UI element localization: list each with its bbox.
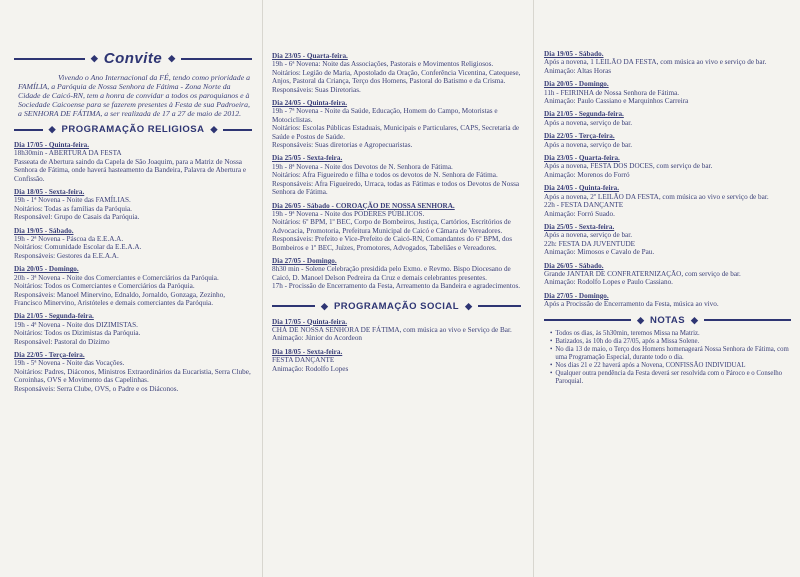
event-date: Dia 22/05 - Terça-feira. [14, 350, 85, 359]
event-date: Dia 27/05 - Domingo. [272, 256, 337, 265]
banner-rule [704, 319, 791, 321]
event-block [272, 202, 521, 252]
banner-rule [14, 58, 85, 60]
event-block [544, 154, 791, 179]
nota-text: Batizados, às 10h do dia 27/05, após a Missa Solene. [555, 337, 700, 345]
event-line: Responsáveis: Gestores da E.E.A.A. [14, 251, 119, 260]
column-right [540, 0, 795, 577]
event-block [544, 223, 791, 257]
banner-rule [181, 58, 252, 60]
event-line: 19h - 7ª Novena - Noite da Saúde, Educação, Homem do Campo, Motoristas e Motociclistas. [272, 107, 498, 124]
event-date: Dia 24/05 - Quinta-feira. [544, 184, 620, 193]
event-block [544, 80, 791, 105]
convite-title: Convite [103, 50, 163, 67]
event-date: Dia 22/05 - Terça-feira. [544, 132, 615, 141]
event-line: Responsável: Grupo de Casais da Paróquia. [14, 213, 140, 222]
event-line: Animação: Mimosos e Cavalo de Pau. [544, 248, 655, 257]
event-block [544, 262, 791, 287]
event-block [14, 351, 252, 393]
event-date: Dia 24/05 - Quinta-feira. [272, 99, 348, 108]
event-date: Dia 19/05 - Sábado. [544, 50, 604, 58]
notas-title: NOTAS [649, 314, 686, 326]
bullet-icon: • [550, 369, 553, 377]
event-block [272, 318, 521, 343]
diamond-icon: ◆ [691, 314, 698, 325]
column-left [0, 0, 262, 577]
event-line: 20h - 3ª Novena - Noite dos Comerciantes e Comerciários da Paróquia. [14, 273, 219, 282]
event-line: 19h - 6ª Novena: Noite das Associações, Pastorais e Movimentos Religiosos. [272, 60, 494, 69]
event-line: 19h - 1ª Novena - Noite das FAMÍLIAS. [14, 196, 131, 205]
event-block [544, 50, 791, 75]
event-line: Noitários: Todas as famílias da Paróquia. [14, 204, 132, 213]
event-line: 19h - 4ª Novena - Noite dos DIZIMISTAS. [14, 320, 138, 329]
event-line: Responsáveis: Suas Diretorias. [272, 85, 361, 94]
event-date: Dia 25/05 - Sexta-feira. [272, 154, 343, 163]
event-date: Dia 18/05 - Sexta-feira. [272, 347, 343, 356]
event-date: Dia 25/05 - Sexta-feira. [544, 222, 615, 231]
diamond-icon: ◆ [321, 300, 328, 311]
religiosa-banner [14, 124, 252, 135]
convite-text: Vivendo o Ano Internacional da FÉ, tendo como prioridade a FAMÍLIA, a Paróquia de Nossa Senhora de Fátima - Zona Norte da Cidade de Caicó-RN, tem a honra de convidar a todos os paroquianos e à Sociedade Caicoense para se fazerem presentes à Festa de sua Padroeira, a SENHORA DE FÁTIMA, a ser realizada de 17 a 27 de maio de 2012. [18, 73, 251, 118]
event-line: 22h: FESTA DA JUVENTUDE [544, 239, 636, 248]
nota-item [550, 330, 791, 338]
middle-events [272, 52, 521, 291]
event-line: Noitários: Comunidade Escolar da E.E.A.A. [14, 243, 142, 252]
event-line: Animação: Paulo Cassiano e Marquinhos Carreira [544, 97, 689, 106]
event-line: Noitários: Afra Figueiredo e filha e todos os devotos de N. Senhora de Fátima. [272, 171, 498, 180]
event-line: Noitários: Todos os Dizimistas da Paróquia. [14, 329, 141, 338]
nota-text: No dia 13 de maio, o Terço dos Homens homenageará Nossa Senhora de Fátima, com uma Programação Especial, durante todo o dia. [555, 345, 789, 361]
event-block [272, 257, 521, 291]
event-line: 19h - 2ª Novena - Páscoa da E.E.A.A. [14, 235, 124, 244]
event-block [544, 292, 791, 309]
religiosa-events [14, 141, 252, 393]
event-line: Noitários: Legião de Maria, Apostolado da Oração, Conferência Vicentina, Catequese, Anjos, Pastoral da Criança, Terço dos Homens, Pastoral do Batismo e da Crisma. [272, 68, 521, 86]
nota-item [550, 338, 791, 346]
event-block [544, 184, 791, 218]
diamond-icon: ◆ [210, 124, 218, 134]
event-block [544, 110, 791, 127]
event-line: Após a novena, 1 LEILÃO DA FESTA, com música ao vivo e serviço de bar. [544, 58, 767, 67]
nota-text: Nos dias 21 e 22 haverá após a Novena, CONFISSÃO INDIVIDUAL [555, 361, 746, 369]
event-date: Dia 17/05 - Quinta-feira. [14, 141, 90, 149]
event-line: FESTA DANÇANTE [272, 356, 335, 365]
event-line: Responsáveis: Serra Clube, OVS, o Padre e os Diáconos. [14, 384, 179, 393]
diamond-icon: ◆ [48, 124, 56, 134]
event-block [14, 312, 252, 346]
event-date: Dia 23/05 - Quarta-feira. [272, 52, 348, 60]
banner-rule [272, 305, 315, 307]
diamond-icon: ◆ [168, 53, 176, 63]
event-block [14, 227, 252, 261]
event-date: Dia 20/05 - Domingo. [544, 80, 609, 89]
event-line: Após a novena, FESTA DOS DOCES, com serviço de bar. [544, 162, 713, 171]
event-line: Responsáveis: Prefeito e Vice-Prefeito de Caicó-RN, Comandantes do 6º BPM, dos Bombeiros e 1º BEC, Juízes, Promotores, Advogados, Tabeliães e Vereadores. [272, 235, 513, 252]
nota-text: Todos os dias, às 5h30min, teremos Missa na Matriz. [555, 329, 700, 337]
religiosa-title: PROGRAMAÇÃO RELIGIOSA [61, 124, 205, 135]
event-line: 22h - FESTA DANÇANTE [544, 201, 624, 210]
event-line: 18h30min - ABERTURA DA FESTA [14, 149, 122, 158]
event-block [272, 348, 521, 373]
event-line: Após a novena, serviço de bar. [544, 118, 633, 127]
nota-item [550, 346, 791, 362]
event-line: 19h - 5ª Novena - Noite das Vocações. [14, 359, 125, 368]
event-line: Animação: Morenos do Forró [544, 170, 630, 179]
event-line: Noitários: 6º BPM, 1º BEC, Corpo de Bombeiros, Justiça, Cartórios, Escritórios de Advocacia, Promotoria, Prefeitura Municipal de Caicó e Câmara de Vereadores. [272, 218, 511, 235]
event-date: Dia 18/05 - Sexta-feira. [14, 188, 85, 197]
event-line: Passeata de Abertura saindo da Capela de São Joaquim, para a Matriz de Nossa Senhora de Fátima, onde haverá hasteamento da Bandeira, Palavra de Abertura e Confissão. [14, 157, 247, 183]
event-line: Grande JANTAR DE CONFRATERNIZAÇÃO, com serviço de bar. [544, 269, 741, 278]
event-line: 8h30 min - Solene Celebração presidida pelo Exmo. e Revmo. Bispo Diocesano de Caicó, D. Manoel Delson Pedreira da Cruz e demais celebrantes presentes. [272, 265, 511, 282]
event-line: Noitários: Todos os Comerciantes e Comerciários da Paróquia. [14, 282, 195, 291]
event-line: Após a novena, serviço de bar. [544, 231, 633, 240]
event-block [272, 154, 521, 196]
banner-rule [478, 305, 521, 307]
event-block [544, 132, 791, 149]
diamond-icon: ◆ [637, 314, 644, 325]
event-date: Dia 27/05 - Domingo. [544, 291, 609, 300]
event-date: Dia 26/05 - Sábado. [544, 261, 604, 270]
event-line: Após a novena, serviço de bar. [544, 140, 633, 149]
event-line: 19h - 8ª Novena - Noite dos Devotos de N. Senhora de Fátima. [272, 162, 453, 171]
event-line: Após a novena, 2º LEILÃO DA FESTA, com música ao vivo e serviço de bar. [544, 192, 769, 201]
notas-list [550, 330, 791, 386]
banner-rule [14, 129, 43, 131]
event-date: Dia 19/05 - Sábado. [14, 226, 74, 235]
convite-banner [14, 50, 252, 67]
nota-item [550, 370, 791, 386]
social-banner [272, 301, 521, 312]
nota-item [550, 362, 791, 370]
event-line: Noitários: Padres, Diáconos, Ministros Extraordinários da Eucaristia, Serra Clube, Coroinhas, OVS e Movimento das Capelinhas. [14, 367, 251, 385]
event-line: Animação: Rodolfo Lopes e Paulo Cassiano. [544, 278, 673, 287]
social-title: PROGRAMAÇÃO SOCIAL [333, 300, 460, 312]
fold-line-right [533, 0, 534, 577]
event-date: Dia 17/05 - Quinta-feira. [272, 317, 348, 326]
right-events [544, 50, 791, 309]
event-line: 19h - 9ª Novena - Noite dos PODERES PÚBLICOS. [272, 209, 425, 218]
column-middle [262, 0, 527, 577]
event-line: 17h - Procissão de Encerramento da Festa, Arreamento da Bandeira e agradecimentos. [272, 282, 521, 291]
event-date: Dia 21/05 - Segunda-feira. [544, 110, 624, 119]
event-date: Dia 21/05 - Segunda-feira. [14, 312, 94, 321]
event-date: Dia 20/05 - Domingo. [14, 265, 79, 274]
event-line: Responsáveis: Afra Figueiredo, Urraca, todas as Fátimas e todos os Devotos de Nossa Senhora de Fátima. [272, 179, 520, 197]
event-block [272, 52, 521, 94]
notas-banner [544, 315, 791, 326]
event-line: 11h - FEIRINHA de Nossa Senhora de Fátima. [544, 88, 680, 97]
bullet-icon: • [550, 345, 553, 353]
nota-text: Qualquer outra pendência da Festa deverá ser resolvida com o Pároco e o Conselho Paroquial. [555, 369, 783, 385]
event-line: Animação: Rodolfo Lopes [272, 364, 349, 373]
event-line: Após a Procissão de Encerramento da Festa, música ao vivo. [544, 300, 719, 309]
banner-rule [544, 319, 631, 321]
event-block [272, 99, 521, 149]
event-line: Responsável: Pastoral do Dízimo [14, 337, 110, 346]
event-line: Noitários: Escolas Públicas Estaduais, Municipais e Particulares, CAPS, Secretaria de Saúde e Postos de Saúde. [272, 124, 520, 141]
event-date: Dia 26/05 - Sábado - COROAÇÃO DE NOSSA SENHORA. [272, 201, 455, 210]
event-line: Animação: Forró Suado. [544, 209, 615, 218]
event-line: Animação: Júnior do Acordeon [272, 334, 363, 343]
diamond-icon: ◆ [465, 300, 472, 311]
event-block [14, 265, 252, 307]
event-block [14, 188, 252, 222]
event-line: Responsáveis: Manoel Minervino, Ednaldo, Jornaldo, Gonzaga, Zezinho, Francisco Minervino, Aristóteles e demais comerciantes da Paróquia. [14, 290, 225, 307]
diamond-icon: ◆ [90, 53, 98, 63]
banner-rule [223, 129, 252, 131]
event-date: Dia 23/05 - Quarta-feira. [544, 154, 620, 163]
social-events [272, 318, 521, 373]
event-line: Animação: Altas Horas [544, 66, 612, 75]
event-line: CHÁ DE NOSSA SENHORA DE FÁTIMA, com música ao vivo e Serviço de Bar. [272, 325, 512, 334]
bullet-icon: • [550, 361, 553, 369]
event-block [14, 141, 252, 183]
event-line: Responsáveis: Suas diretorias e Agropecuaristas. [272, 141, 413, 150]
bullet-icon: • [550, 337, 553, 345]
bullet-icon: • [550, 329, 553, 337]
